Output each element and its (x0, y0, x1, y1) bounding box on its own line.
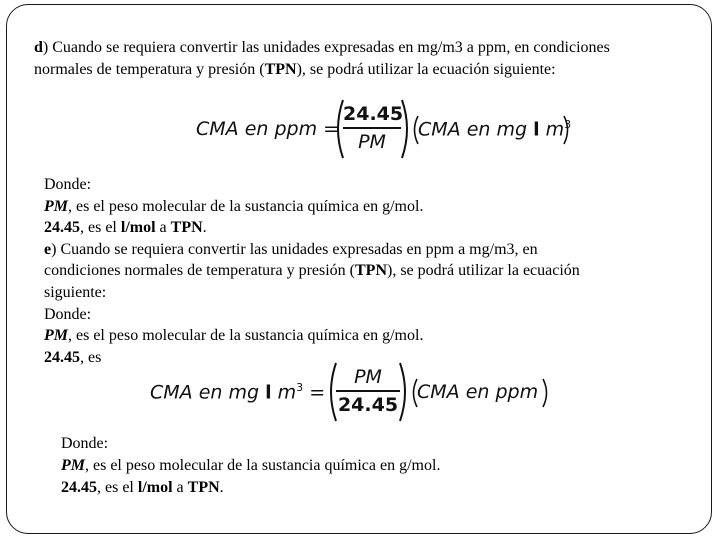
section-e-line-1: e) Cuando se requiera convertir las unidades expresadas en ppm a mg/m3, en (44, 241, 538, 258)
eq2-lhs: CMA en mg l $m^3$ = (150, 381, 326, 404)
where1-pm-line: PM, es el peso molecular de la sustancia química en g/mol. (44, 198, 424, 215)
section-d-line-1 (34, 37, 610, 59)
eq2-denominator: 24.45 (337, 393, 399, 416)
section-e-val-line: 24.45, es (44, 349, 102, 366)
eq1-fraction (343, 102, 404, 154)
section-e-line-3: siguiente: (44, 284, 107, 301)
where1-val-line: 24.45, es el l/mol a TPN. (44, 219, 207, 236)
section-e-label: e (44, 241, 52, 258)
eq1-numerator: 24.45 (343, 103, 404, 125)
eq1-fraction-bar (343, 127, 401, 129)
section-d-text-2: normales de temperatura y presión ( (34, 61, 265, 78)
section-e-line-2: condiciones normales de temperatura y presión (TPN), se podrá utilizar la ecuación (44, 262, 580, 279)
eq1-lhs: CMA en ppm = (196, 118, 340, 140)
eq1-rhs-right-paren (562, 114, 572, 146)
section-d-text: ) Cuando se requiera convertir las unidades expresadas en mg/m3 a ppm, en condiciones (42, 39, 610, 56)
eq2-rhs: CMA en ppm (417, 381, 539, 403)
where2-pm-line: PM, es el peso molecular de la sustancia química en g/mol. (61, 457, 441, 474)
section-d-line-2 (34, 59, 556, 81)
eq1-rhs: CMA en mg l $m^3$ (418, 118, 572, 141)
eq2-numerator: PM (354, 366, 382, 388)
eq2-rhs-right-paren (541, 377, 551, 409)
section-e-pm-line: PM, es el peso molecular de la sustancia química en g/mol. (44, 327, 424, 344)
section-d-label: d (34, 39, 43, 56)
where2-val-line: 24.45, es el l/mol a TPN. (61, 479, 224, 496)
where2-donde: Donde: (61, 435, 109, 452)
section-d-text-3: ), se podrá utilizar la ecuación siguiente: (296, 61, 556, 78)
tpn-abbrev: TPN (264, 61, 297, 78)
eq2-fraction (336, 365, 400, 417)
pm-term: PM (44, 198, 68, 215)
eq2-fraction-bar (336, 390, 400, 392)
where1-donde: Donde: (44, 176, 92, 193)
section-e-donde: Donde: (44, 306, 92, 323)
eq1-denominator: PM (358, 130, 386, 153)
